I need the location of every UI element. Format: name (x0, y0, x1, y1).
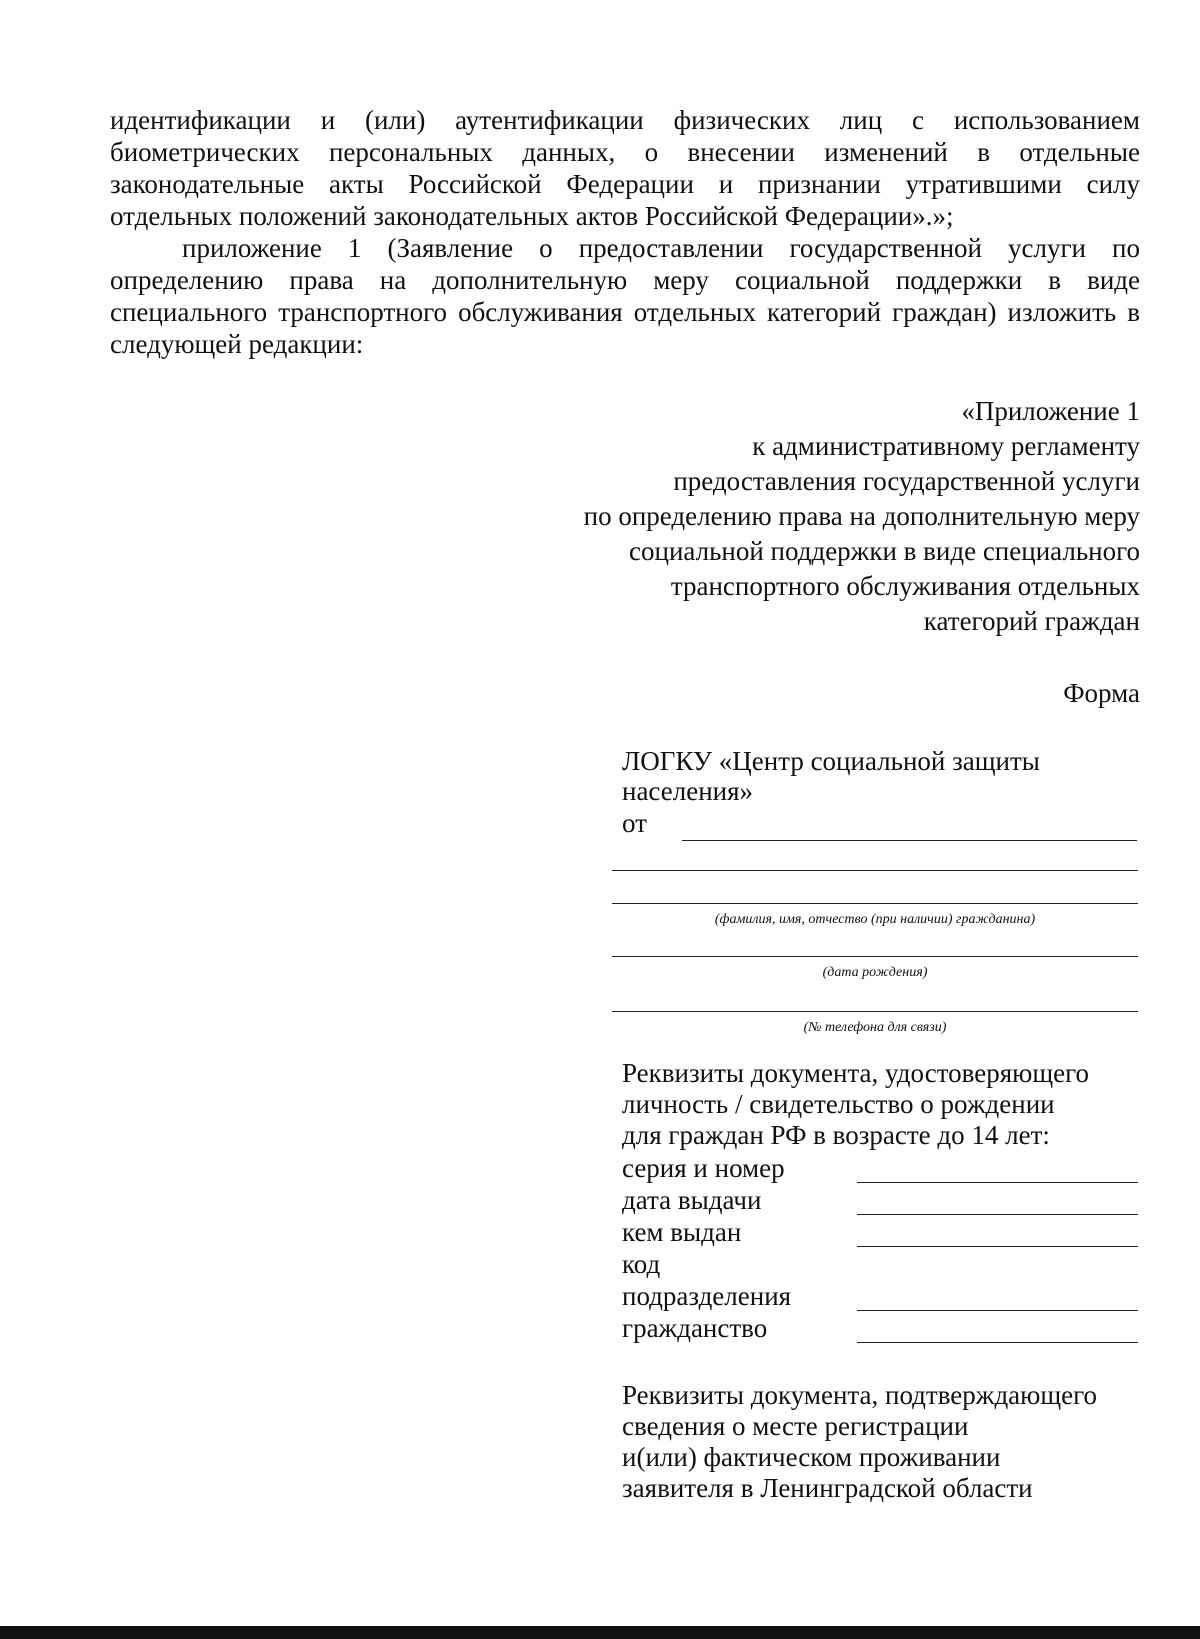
addressee-block (622, 746, 1072, 806)
applicant-line-3-field[interactable] (612, 903, 1138, 904)
series-number-field[interactable] (857, 1182, 1138, 1183)
from-line-field[interactable] (682, 840, 1137, 841)
annex-line: транспортного обслуживания отдельных (670, 571, 1140, 601)
intro-paragraph-1: идентификации и (или) аутентификации физических лиц с использованием биометрических персональных данных, о внесении изменений в отдельные законодательные акты Российской Федерации и признании утратившими силу отдельных положений законодательных актов Российской Федерации».»; (110, 105, 1140, 231)
scan-edge-bar (0, 1626, 1200, 1639)
intro-text (110, 104, 1140, 360)
intro-paragraph-2: приложение 1 (Заявление о предоставлении государственной услуги по определению права на дополнительную меру социальной поддержки в виде специального транспортного обслуживания отдельных категорий граждан) изложить в следующей редакции: (110, 233, 1140, 359)
issued-by-field[interactable] (857, 1246, 1138, 1247)
issued-by-label: кем выдан (622, 1217, 742, 1247)
residence-heading-line: сведения о месте регистрации (622, 1411, 969, 1441)
annex-line: по определению права на дополнительную меру (583, 501, 1140, 531)
phone-caption: (№ телефона для связи) (803, 1020, 947, 1035)
annex-line: «Приложение 1 (961, 396, 1140, 426)
series-number-row (622, 1153, 1138, 1183)
annex-line: социальной поддержки в виде специального (629, 536, 1140, 566)
annex-line: категорий граждан (923, 606, 1140, 636)
dept-code-label-row (622, 1249, 1138, 1279)
identity-heading-line: для граждан РФ в возрасте до 14 лет: (622, 1120, 1050, 1150)
citizenship-label: гражданство (622, 1313, 768, 1343)
birth-date-caption: (дата рождения) (822, 965, 928, 980)
issue-date-field[interactable] (857, 1214, 1138, 1215)
dept-code-field[interactable] (857, 1310, 1138, 1311)
annex-line: предоставления государственной услуги (673, 466, 1140, 496)
applicant-line-2-field[interactable] (612, 870, 1138, 871)
identity-heading-line: Реквизиты документа, удостоверяющего (622, 1058, 1089, 1088)
dept-code-label: код (622, 1249, 661, 1279)
from-row (622, 808, 1140, 844)
phone-field[interactable] (612, 1011, 1138, 1012)
citizenship-row (622, 1313, 1138, 1343)
form-label: Форма (1063, 678, 1140, 708)
identity-heading-line: личность / свидетельство о рождении (622, 1089, 1055, 1119)
residence-heading-line: и(или) фактическом проживании (622, 1442, 1001, 1472)
issued-by-row (622, 1217, 1138, 1247)
residence-document-heading (622, 1380, 1142, 1504)
addressee-line: населения» (622, 776, 754, 806)
issue-date-label: дата выдачи (622, 1185, 762, 1215)
identity-document-heading (622, 1058, 1142, 1151)
citizenship-field[interactable] (857, 1342, 1138, 1343)
dept-code-label-2: подразделения (622, 1281, 792, 1311)
fio-caption: (фамилия, имя, отчество (при наличии) гражданина) (714, 912, 1036, 927)
residence-heading-line: Реквизиты документа, подтверждающего (622, 1380, 1098, 1410)
issue-date-row (622, 1185, 1138, 1215)
dept-code-row (622, 1281, 1138, 1311)
annex-header (520, 394, 1140, 639)
birth-date-field[interactable] (612, 956, 1138, 957)
from-label: от (622, 808, 647, 838)
annex-line: к административному регламенту (752, 431, 1140, 461)
addressee-line: ЛОГКУ «Центр социальной защиты (622, 746, 1040, 776)
series-number-label: серия и номер (622, 1153, 785, 1183)
residence-heading-line: заявителя в Ленинградской области (622, 1473, 1033, 1503)
